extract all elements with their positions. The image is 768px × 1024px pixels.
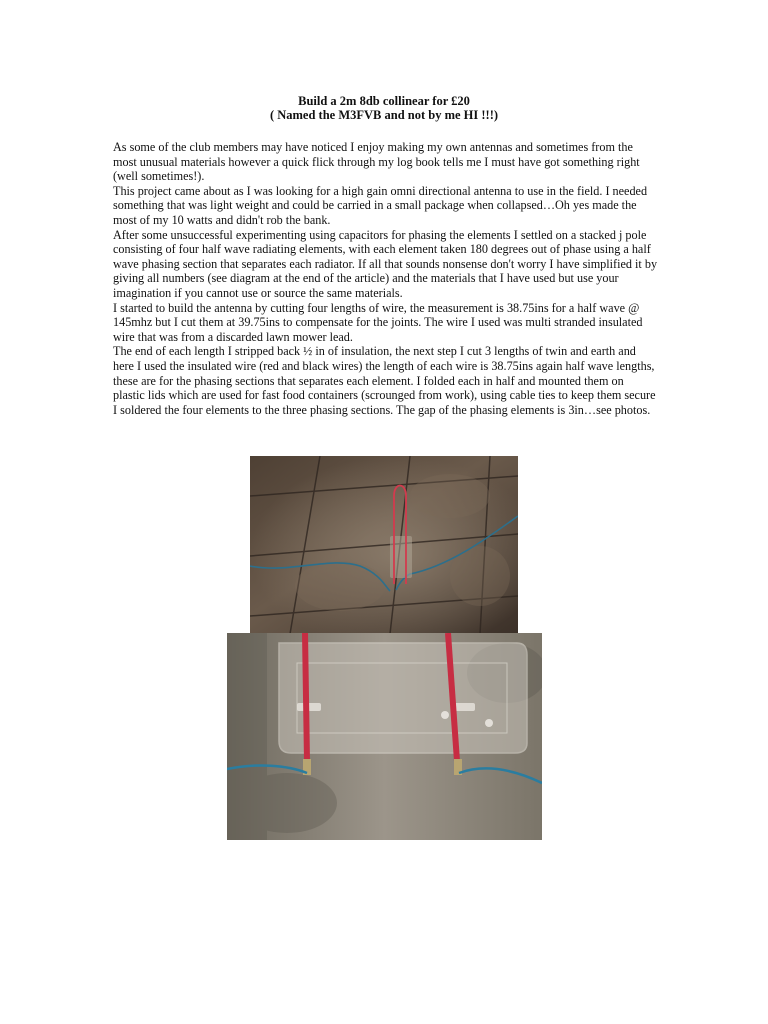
- document-title: Build a 2m 8db collinear for £20: [298, 94, 470, 108]
- paragraph: After some unsuccessful experimenting using capacitors for phasing the elements I settled on a stacked j pole consisting of four half wave radiating elements, with each element taken 180 degrees out of phase using a half wave phasing section that separates each radiator. If all that sounds nonsense don't worry I have simplified it by giving all numbers (see diagram at the end of the article) and the materials that I have used but use your imagination if you cannot use or source the same materials.: [113, 227, 658, 300]
- paragraph: I started to build the antenna by cutting four lengths of wire, the measurement is 38.75ins for a half wave @ 145mhz but I cut them at 39.75ins to compensate for the joints. The wire I used was multi stranded insulated wire that was from a discarded lawn mower lead.: [113, 300, 643, 344]
- paragraph: The end of each length I stripped back ½ in of insulation, the next step I cut 3 lengths of twin and earth and here I used the insulated wire (red and black wires) the length of each wire is 38.75ins again half wave lengths, these are for the phasing sections that separates each element. I folded each in half and mounted them on plastic lids which are used for fast food containers (scrounged from work), using cable ties to keep them secure I soldered the four elements to the three phasing sections. The gap of the phasing elements is 3in…see photos.: [113, 344, 656, 417]
- article-body: [113, 140, 658, 417]
- document-subtitle: ( Named the M3FVB and not by me HI !!!): [269, 108, 499, 122]
- photo-phasing-section-closeup: [227, 633, 542, 840]
- photo-phasing-section-overview: [250, 456, 518, 634]
- paragraph: As some of the club members may have noticed I enjoy making my own antennas and sometimes from the most unusual materials however a quick flick through my log book tells me I must have got something right (well sometimes!).: [113, 140, 640, 184]
- paragraph: This project came about as I was looking for a high gain omni directional antenna to use in the field. I needed something that was light weight and could be carried in a small package when collapsed…Oh yes made the most of my 10 watts and didn't rob the bank.: [113, 183, 648, 227]
